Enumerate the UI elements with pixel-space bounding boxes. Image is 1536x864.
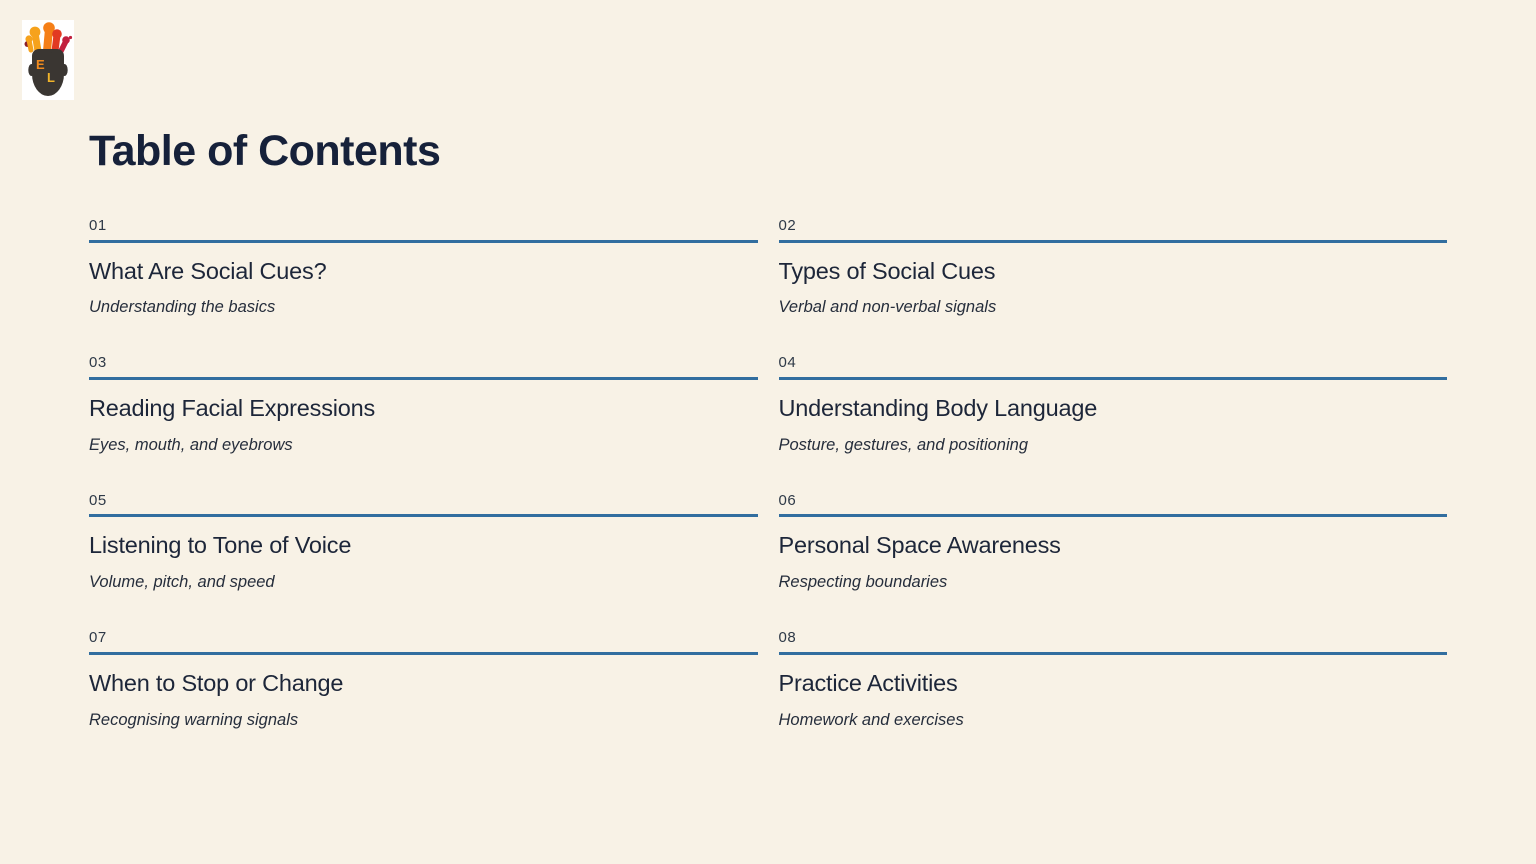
toc-item-07[interactable] <box>89 630 758 728</box>
toc-item-03[interactable] <box>89 355 758 453</box>
toc-item-title: Types of Social Cues <box>778 257 996 284</box>
toc-item-title: What Are Social Cues? <box>89 257 327 284</box>
toc-item-number: 04 <box>778 354 797 372</box>
toc-divider-line <box>779 514 1448 517</box>
toc-item-subtitle: Posture, gestures, and positioning <box>778 435 1028 454</box>
toc-divider-line <box>89 377 758 380</box>
logo-letter-l: L <box>47 70 55 85</box>
toc-item-title: Understanding Body Language <box>778 394 1098 421</box>
toc-item-title: When to Stop or Change <box>89 669 344 696</box>
toc-item-number: 01 <box>89 217 107 234</box>
toc-item-subtitle: Homework and exercises <box>778 710 964 729</box>
toc-divider-line <box>89 514 758 517</box>
toc-item-number: 07 <box>89 629 107 647</box>
toc-divider-line <box>779 652 1448 655</box>
toc-item-subtitle: Volume, pitch, and speed <box>89 573 275 592</box>
toc-item-number: 03 <box>89 354 107 372</box>
toc-item-number: 08 <box>778 629 797 647</box>
toc-item-subtitle: Eyes, mouth, and eyebrows <box>89 435 293 454</box>
toc-item-title: Reading Facial Expressions <box>89 394 376 421</box>
toc-item-02[interactable] <box>779 218 1448 316</box>
toc-divider-line <box>779 377 1448 380</box>
toc-item-number: 05 <box>89 491 107 509</box>
logo-letter-e: E <box>36 57 45 72</box>
toc-item-subtitle: Recognising warning signals <box>89 710 299 729</box>
toc-divider-line <box>779 240 1448 243</box>
brand-logo <box>22 20 74 100</box>
toc-item-subtitle: Understanding the basics <box>89 298 276 317</box>
page-title: Table of Contents <box>89 127 441 175</box>
toc-item-08[interactable] <box>779 630 1448 728</box>
toc-divider-line <box>89 240 758 243</box>
toc-item-title: Listening to Tone of Voice <box>89 532 352 559</box>
toc-item-01[interactable] <box>89 218 758 316</box>
toc-item-number: 02 <box>778 217 797 234</box>
toc-item-title: Personal Space Awareness <box>778 532 1061 559</box>
toc-item-05[interactable] <box>89 493 758 591</box>
toc-item-subtitle: Respecting boundaries <box>778 573 948 592</box>
toc-item-number: 06 <box>778 491 797 509</box>
toc-item-04[interactable] <box>779 355 1448 453</box>
toc-item-title: Practice Activities <box>778 669 958 696</box>
toc-divider-line <box>89 652 758 655</box>
toc-item-subtitle: Verbal and non-verbal signals <box>778 298 997 317</box>
toc-grid <box>89 218 1447 729</box>
flame-head-logo-icon <box>22 20 74 100</box>
toc-item-06[interactable] <box>779 493 1448 591</box>
